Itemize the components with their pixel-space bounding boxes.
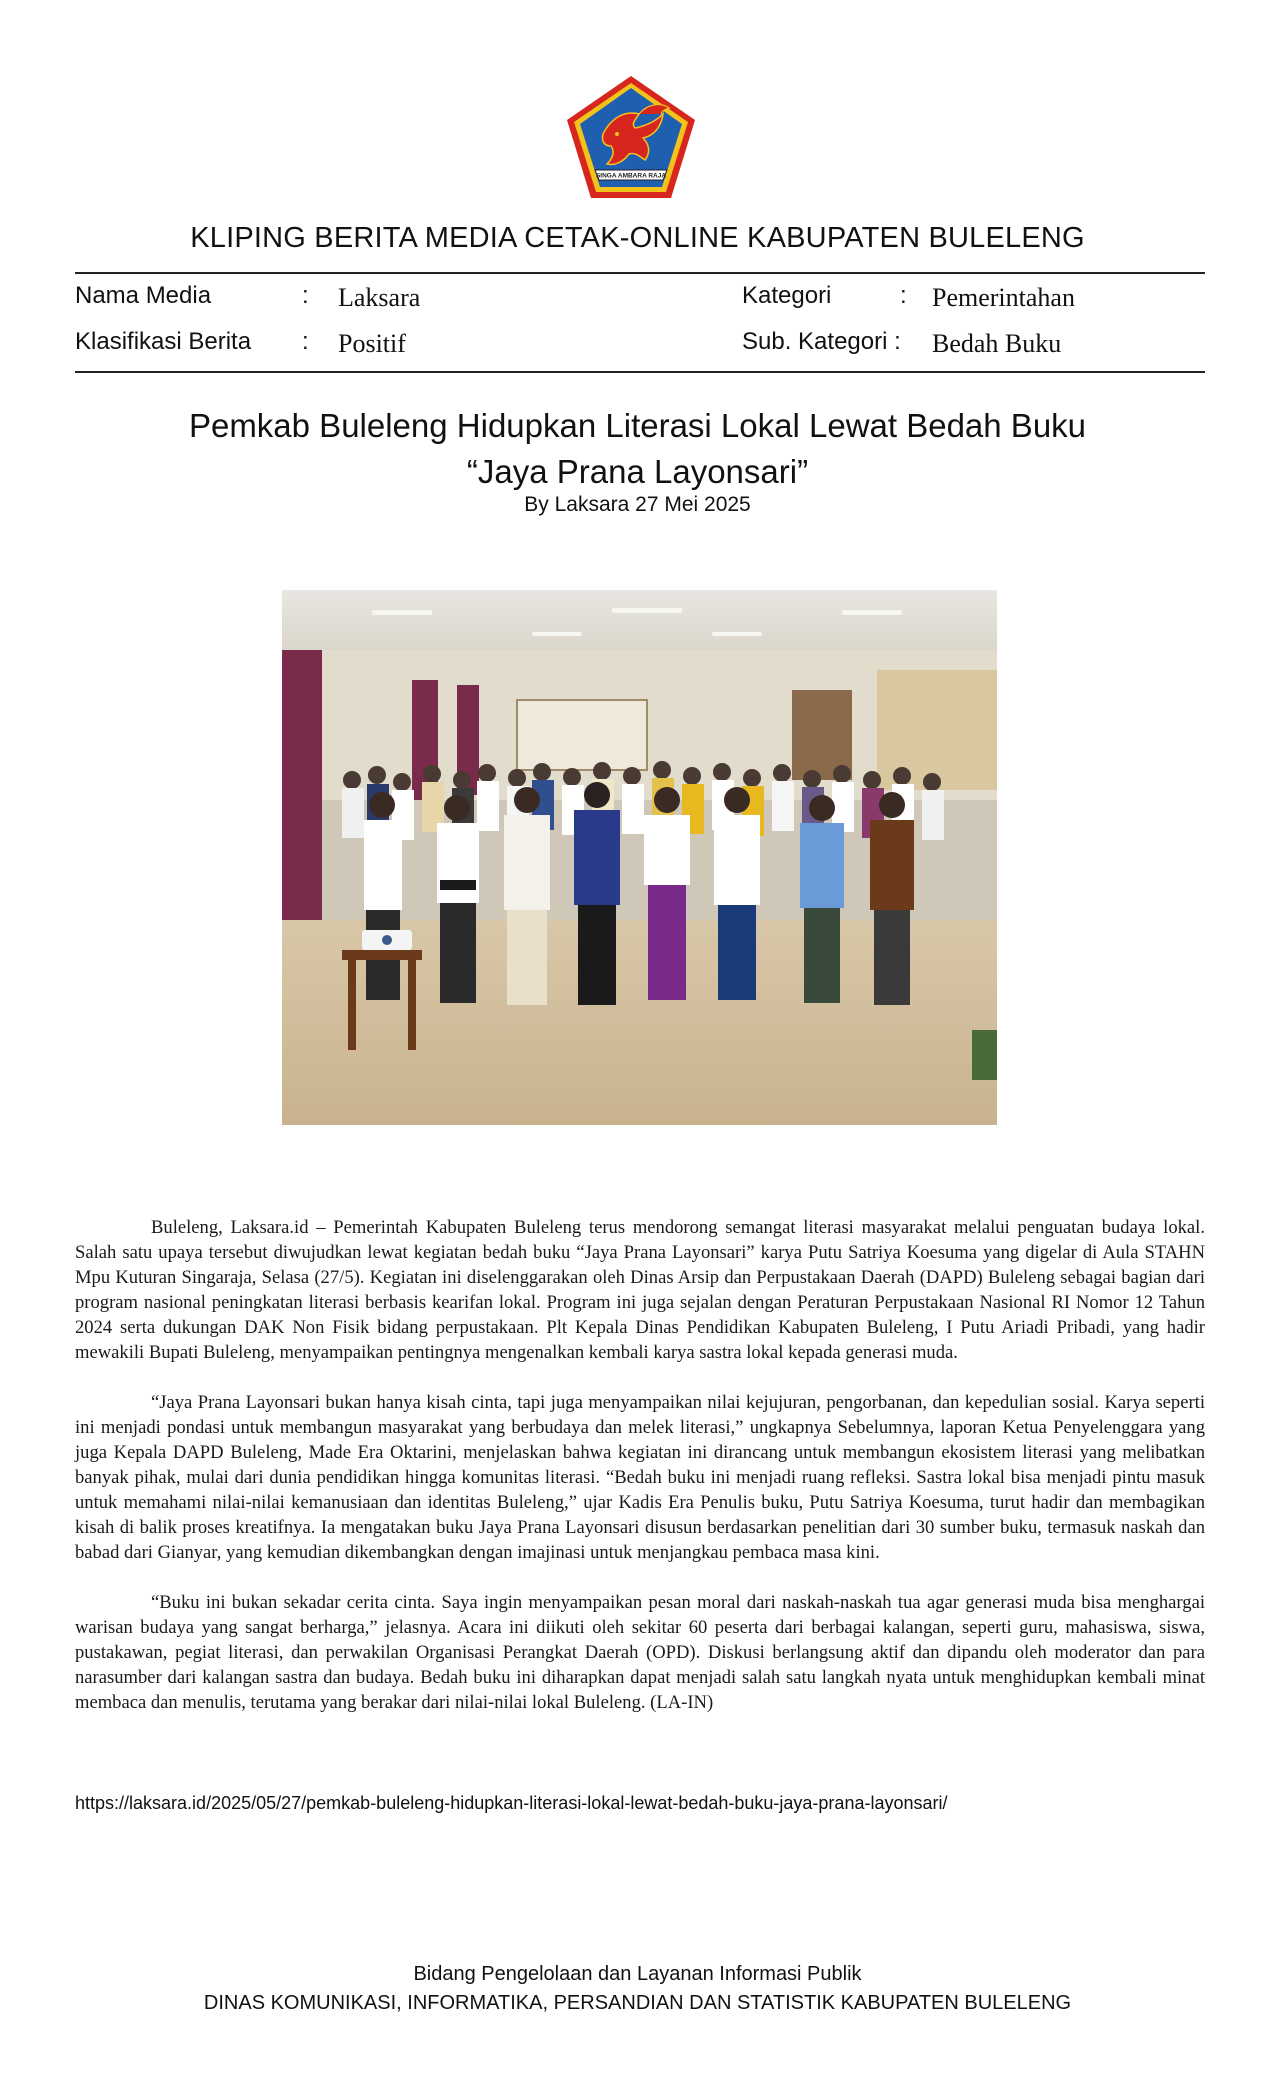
category-value: Pemerintahan (932, 283, 1075, 312)
article-paragraph: “Buku ini bukan sekadar cerita cinta. Saya ingin menyampaikan pesan moral dari naskah-naskah tua agar generasi muda bisa menghargai warisan budaya yang sangat berharga,” jelasnya. Acara ini diikuti oleh sekitar 60 peserta dari berbagai kalangan, seperti guru, mahasiswa, siswa, pustakawan, pegiat literasi, dan perwakilan Organisasi Perangkat Daerah (OPD). Diskusi berlangsung aktif dan dipandu oleh moderator dan para narasumber dari kalangan sastra dan budaya. Bedah buku ini diharapkan dapat menjadi salah satu langkah nyata untuk menghidupkan kembali minat membaca dan menulis, terutama yang berakar dari nilai-nilai lokal Buleleng. (LA-IN) (75, 1592, 1205, 1713)
news-classification-label: Klasifikasi Berita (75, 328, 252, 355)
article-headline-line-2: “Jaya Prana Layonsari” (466, 453, 809, 490)
article-body (75, 1215, 1205, 1740)
source-url-link[interactable]: https://laksara.id/2025/05/27/pemkab-buleleng-hidupkan-literasi-lokal-lewat-bedah-buku-jaya-prana-layonsari/ (75, 1793, 948, 1813)
article-byline: By Laksara 27 Mei 2025 (524, 493, 751, 516)
logo-motto: SINGA AMBARA RAJA (595, 172, 667, 180)
category-label: Kategori (742, 282, 832, 309)
sub-category-label: Sub. Kategori : (742, 328, 901, 355)
news-classification-colon: : (302, 328, 309, 355)
document-header-title: KLIPING BERITA MEDIA CETAK-ONLINE KABUPATEN BULELENG (190, 222, 1085, 254)
news-classification-value: Positif (338, 329, 406, 358)
article-headline-line-1: Pemkab Buleleng Hidupkan Literasi Lokal Lewat Bedah Buku (188, 407, 1087, 444)
header-divider-top (75, 272, 1205, 274)
media-name-label: Nama Media (75, 282, 212, 309)
buleleng-regency-logo (565, 74, 697, 200)
article-paragraph: “Jaya Prana Layonsari bukan hanya kisah cinta, tapi juga menyampaikan nilai kejujuran, pengorbanan, dan kepedulian sosial. Karya seperti ini menjadi pondasi untuk membangun masyarakat yang berbudaya dan melek literasi,” ungkapnya Sebelumnya, laporan Ketua Penyelenggara yang juga Kepala DAPD Buleleng, Made Era Oktarini, menjelaskan bahwa kegiatan ini dirancang untuk membangun ekosistem literasi yang melibatkan banyak pihak, mulai dari dunia pendidikan hingga komunitas literasi. “Bedah buku ini menjadi ruang refleksi. Sastra lokal bisa menjadi pintu masuk untuk memahami nilai-nilai kemanusiaan dan identitas Buleleng,” ujar Kadis Era Penulis buku, Putu Satriya Koesuma, turut hadir dan membagikan kisah di balik proses kreatifnya. Ia mengatakan buku Jaya Prana Layonsari disusun berdasarkan penelitian dari 30 sumber buku, termasuk naskah dan babad dari Gianyar, yang kemudian dikembangkan dengan imajinasi untuk menjangkau pembaca masa kini. (75, 1392, 1205, 1563)
sub-category-value: Bedah Buku (932, 329, 1062, 358)
footer-agency: DINAS KOMUNIKASI, INFORMATIKA, PERSANDIAN DAN STATISTIK KABUPATEN BULELENG (203, 1992, 1072, 2014)
header-divider-bottom (75, 371, 1205, 373)
article-paragraph: Buleleng, Laksara.id – Pemerintah Kabupaten Buleleng terus mendorong semangat literasi masyarakat melalui penguatan budaya lokal. Salah satu upaya tersebut diwujudkan lewat kegiatan bedah buku “Jaya Prana Layonsari” karya Putu Satriya Koesuma yang digelar di Aula STAHN Mpu Kuturan Singaraja, Selasa (27/5). Kegiatan ini diselenggarakan oleh Dinas Arsip dan Perpustakaan Daerah (DAPD) Buleleng sebagai bagian dari program nasional peningkatan literasi berbasis kearifan lokal. Program ini juga sejalan dengan Peraturan Perpustakaan Nasional RI Nomor 12 Tahun 2024 serta dukungan DAK Non Fisik bidang perpustakaan. Plt Kepala Dinas Pendidikan Kabupaten Buleleng, I Putu Ariadi Pribadi, yang hadir mewakili Bupati Buleleng, menyampaikan pentingnya mengenalkan kembali karya sastra lokal kepada generasi muda. (75, 1217, 1205, 1363)
footer-division: Bidang Pengelolaan dan Layanan Informasi Publik (413, 1963, 862, 1985)
category-colon: : (900, 282, 907, 309)
event-group-photo (282, 590, 997, 1125)
media-name-value: Laksara (338, 283, 421, 312)
media-name-colon: : (302, 282, 309, 309)
